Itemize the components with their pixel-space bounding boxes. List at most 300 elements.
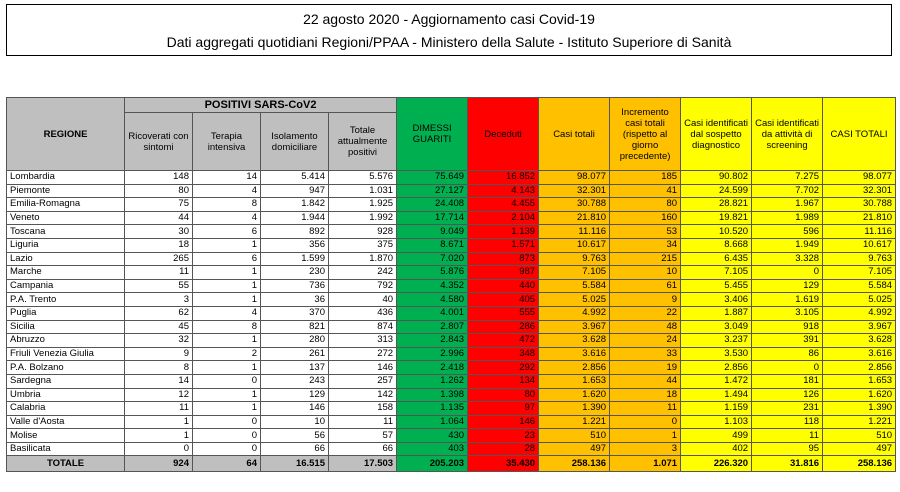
casi-totali-final-cell: 9.763 <box>823 252 896 266</box>
incremento-cell: 0 <box>610 415 681 429</box>
deceduti-cell: 23 <box>468 429 539 443</box>
dimessi-cell: 1.398 <box>397 388 468 402</box>
isolamento-cell: 736 <box>261 279 329 293</box>
screening-cell: 391 <box>752 334 823 348</box>
terapia-cell: 1 <box>193 266 261 280</box>
ricoverati-cell: 30 <box>125 225 193 239</box>
totale-positivi-cell: 57 <box>329 429 397 443</box>
incremento-cell: 9 <box>610 293 681 307</box>
dimessi-cell: 403 <box>397 442 468 456</box>
region-name: Emilia-Romagna <box>7 198 125 212</box>
totale-positivi-cell: 874 <box>329 320 397 334</box>
deceduti-cell: 4.143 <box>468 184 539 198</box>
casi-totali-cell: 1.390 <box>539 402 610 416</box>
screening-cell: 126 <box>752 388 823 402</box>
table-row <box>7 279 896 293</box>
casi-totali-cell: 3.616 <box>539 347 610 361</box>
dimessi-cell: 4.352 <box>397 279 468 293</box>
screening-cell: 7.275 <box>752 171 823 185</box>
incremento-cell: 1 <box>610 429 681 443</box>
deceduti-cell: 472 <box>468 334 539 348</box>
region-name: Umbria <box>7 388 125 402</box>
deceduti-cell: 1.139 <box>468 225 539 239</box>
casi-totali-final-cell: 10.617 <box>823 238 896 252</box>
table-row <box>7 252 896 266</box>
report-date-title: 22 agosto 2020 - Aggiornamento casi Covid-19 <box>303 11 595 27</box>
table-row <box>7 415 896 429</box>
isolamento-cell: 230 <box>261 266 329 280</box>
region-name: Friuli Venezia Giulia <box>7 347 125 361</box>
total-label: TOTALE <box>7 456 125 472</box>
table-row <box>7 388 896 402</box>
sospetto-cell: 90.802 <box>681 171 752 185</box>
region-name: Basilicata <box>7 442 125 456</box>
region-name: Sicilia <box>7 320 125 334</box>
ricoverati-cell: 1 <box>125 429 193 443</box>
casi-totali-final-cell: 1.620 <box>823 388 896 402</box>
casi-totali-cell: 10.617 <box>539 238 610 252</box>
casi-totali-final-cell: 30.788 <box>823 198 896 212</box>
column-header-ricoverati: Ricoverati con sintomi <box>125 113 193 171</box>
column-header-terapia: Terapia intensiva <box>193 113 261 171</box>
casi-totali-final-cell: 5.025 <box>823 293 896 307</box>
terapia-cell: 8 <box>193 198 261 212</box>
table-row <box>7 347 896 361</box>
screening-cell: 1.949 <box>752 238 823 252</box>
deceduti-cell: 134 <box>468 374 539 388</box>
screening-cell: 3.105 <box>752 306 823 320</box>
terapia-cell: 1 <box>193 402 261 416</box>
deceduti-cell: 97 <box>468 402 539 416</box>
isolamento-cell: 146 <box>261 402 329 416</box>
totale-positivi-cell: 1.925 <box>329 198 397 212</box>
casi-totali-final-cell: 3.967 <box>823 320 896 334</box>
casi-totali-cell: 5.584 <box>539 279 610 293</box>
deceduti-cell: 146 <box>468 415 539 429</box>
incremento-cell: 10 <box>610 266 681 280</box>
region-name: Lazio <box>7 252 125 266</box>
ricoverati-cell: 9 <box>125 347 193 361</box>
sospetto-cell: 8.668 <box>681 238 752 252</box>
screening-cell: 1.967 <box>752 198 823 212</box>
region-name: Calabria <box>7 402 125 416</box>
screening-cell: 0 <box>752 266 823 280</box>
incremento-cell: 53 <box>610 225 681 239</box>
isolamento-cell: 243 <box>261 374 329 388</box>
incremento-cell: 44 <box>610 374 681 388</box>
ricoverati-cell: 75 <box>125 198 193 212</box>
totale-positivi-cell: 5.576 <box>329 171 397 185</box>
screening-cell: 118 <box>752 415 823 429</box>
screening-cell: 0 <box>752 361 823 375</box>
casi-totali-cell: 2.856 <box>539 361 610 375</box>
casi-totali-final-cell: 1.653 <box>823 374 896 388</box>
casi-totali-cell: 30.788 <box>539 198 610 212</box>
terapia-cell: 2 <box>193 347 261 361</box>
ricoverati-cell: 265 <box>125 252 193 266</box>
sospetto-cell: 7.105 <box>681 266 752 280</box>
isolamento-cell: 280 <box>261 334 329 348</box>
ricoverati-cell: 62 <box>125 306 193 320</box>
sospetto-cell: 1.472 <box>681 374 752 388</box>
casi-totali-final-cell: 98.077 <box>823 171 896 185</box>
casi-totali-cell: 5.025 <box>539 293 610 307</box>
total-isolamento-cell: 16.515 <box>261 456 329 472</box>
casi-totali-final-cell: 3.616 <box>823 347 896 361</box>
screening-cell: 129 <box>752 279 823 293</box>
sospetto-cell: 3.237 <box>681 334 752 348</box>
casi-totali-cell: 11.116 <box>539 225 610 239</box>
table-row <box>7 429 896 443</box>
dimessi-cell: 2.843 <box>397 334 468 348</box>
isolamento-cell: 892 <box>261 225 329 239</box>
screening-cell: 231 <box>752 402 823 416</box>
total-dimessi-cell: 205.203 <box>397 456 468 472</box>
screening-cell: 3.328 <box>752 252 823 266</box>
screening-cell: 181 <box>752 374 823 388</box>
dimessi-cell: 8.671 <box>397 238 468 252</box>
table-row <box>7 334 896 348</box>
totale-positivi-cell: 1.031 <box>329 184 397 198</box>
screening-cell: 95 <box>752 442 823 456</box>
incremento-cell: 80 <box>610 198 681 212</box>
deceduti-cell: 555 <box>468 306 539 320</box>
totale-positivi-cell: 375 <box>329 238 397 252</box>
dimessi-cell: 17.714 <box>397 211 468 225</box>
table-row <box>7 266 896 280</box>
region-name: Molise <box>7 429 125 443</box>
dimessi-cell: 75.649 <box>397 171 468 185</box>
casi-totali-final-cell: 7.105 <box>823 266 896 280</box>
totale-positivi-cell: 11 <box>329 415 397 429</box>
sospetto-cell: 19.821 <box>681 211 752 225</box>
isolamento-cell: 36 <box>261 293 329 307</box>
sospetto-cell: 5.455 <box>681 279 752 293</box>
sospetto-cell: 1.103 <box>681 415 752 429</box>
casi-totali-cell: 510 <box>539 429 610 443</box>
region-name: Toscana <box>7 225 125 239</box>
ricoverati-cell: 14 <box>125 374 193 388</box>
total-incremento-cell: 1.071 <box>610 456 681 472</box>
table-row <box>7 293 896 307</box>
isolamento-cell: 10 <box>261 415 329 429</box>
ricoverati-cell: 12 <box>125 388 193 402</box>
totale-positivi-cell: 142 <box>329 388 397 402</box>
column-header-isolamento: Isolamento domiciliare <box>261 113 329 171</box>
region-name: Puglia <box>7 306 125 320</box>
column-group-positivi: POSITIVI SARS-CoV2 <box>125 98 397 113</box>
ricoverati-cell: 18 <box>125 238 193 252</box>
isolamento-cell: 370 <box>261 306 329 320</box>
incremento-cell: 185 <box>610 171 681 185</box>
region-name: Sardegna <box>7 374 125 388</box>
dimessi-cell: 24.408 <box>397 198 468 212</box>
region-name: Piemonte <box>7 184 125 198</box>
isolamento-cell: 821 <box>261 320 329 334</box>
deceduti-cell: 1.571 <box>468 238 539 252</box>
deceduti-cell: 873 <box>468 252 539 266</box>
incremento-cell: 22 <box>610 306 681 320</box>
region-name: Liguria <box>7 238 125 252</box>
terapia-cell: 4 <box>193 184 261 198</box>
isolamento-cell: 56 <box>261 429 329 443</box>
screening-cell: 11 <box>752 429 823 443</box>
deceduti-cell: 987 <box>468 266 539 280</box>
ricoverati-cell: 45 <box>125 320 193 334</box>
terapia-cell: 0 <box>193 415 261 429</box>
region-name: Abruzzo <box>7 334 125 348</box>
casi-totali-final-cell: 497 <box>823 442 896 456</box>
table-row <box>7 402 896 416</box>
deceduti-cell: 440 <box>468 279 539 293</box>
screening-cell: 7.702 <box>752 184 823 198</box>
screening-cell: 86 <box>752 347 823 361</box>
terapia-cell: 1 <box>193 279 261 293</box>
totale-positivi-cell: 257 <box>329 374 397 388</box>
terapia-cell: 1 <box>193 238 261 252</box>
isolamento-cell: 66 <box>261 442 329 456</box>
dimessi-cell: 2.807 <box>397 320 468 334</box>
ricoverati-cell: 32 <box>125 334 193 348</box>
region-name: Campania <box>7 279 125 293</box>
table-row <box>7 320 896 334</box>
totale-positivi-cell: 66 <box>329 442 397 456</box>
deceduti-cell: 28 <box>468 442 539 456</box>
dimessi-cell: 9.049 <box>397 225 468 239</box>
isolamento-cell: 129 <box>261 388 329 402</box>
sospetto-cell: 3.530 <box>681 347 752 361</box>
totale-positivi-cell: 1.992 <box>329 211 397 225</box>
sospetto-cell: 28.821 <box>681 198 752 212</box>
incremento-cell: 18 <box>610 388 681 402</box>
casi-totali-final-cell: 4.992 <box>823 306 896 320</box>
dimessi-cell: 1.135 <box>397 402 468 416</box>
column-header-sospetto: Casi identificati dal sospetto diagnostico <box>681 98 752 171</box>
terapia-cell: 6 <box>193 252 261 266</box>
casi-totali-cell: 3.628 <box>539 334 610 348</box>
terapia-cell: 1 <box>193 334 261 348</box>
isolamento-cell: 137 <box>261 361 329 375</box>
terapia-cell: 4 <box>193 211 261 225</box>
screening-cell: 1.619 <box>752 293 823 307</box>
totale-positivi-cell: 928 <box>329 225 397 239</box>
screening-cell: 918 <box>752 320 823 334</box>
deceduti-cell: 286 <box>468 320 539 334</box>
sospetto-cell: 3.406 <box>681 293 752 307</box>
totale-positivi-cell: 313 <box>329 334 397 348</box>
total-casi-totali-cell: 258.136 <box>539 456 610 472</box>
casi-totali-cell: 32.301 <box>539 184 610 198</box>
incremento-cell: 61 <box>610 279 681 293</box>
casi-totali-cell: 98.077 <box>539 171 610 185</box>
ricoverati-cell: 44 <box>125 211 193 225</box>
casi-totali-final-cell: 3.628 <box>823 334 896 348</box>
column-header-casi-totali-final: CASI TOTALI <box>823 98 896 171</box>
isolamento-cell: 5.414 <box>261 171 329 185</box>
totale-positivi-cell: 272 <box>329 347 397 361</box>
totale-positivi-cell: 792 <box>329 279 397 293</box>
table-row <box>7 374 896 388</box>
region-name: Valle d'Aosta <box>7 415 125 429</box>
total-row <box>7 456 896 472</box>
deceduti-cell: 4.455 <box>468 198 539 212</box>
terapia-cell: 8 <box>193 320 261 334</box>
deceduti-cell: 292 <box>468 361 539 375</box>
incremento-cell: 48 <box>610 320 681 334</box>
ricoverati-cell: 0 <box>125 442 193 456</box>
casi-totali-final-cell: 1.390 <box>823 402 896 416</box>
incremento-cell: 33 <box>610 347 681 361</box>
sospetto-cell: 3.049 <box>681 320 752 334</box>
casi-totali-final-cell: 21.810 <box>823 211 896 225</box>
isolamento-cell: 261 <box>261 347 329 361</box>
ricoverati-cell: 148 <box>125 171 193 185</box>
incremento-cell: 160 <box>610 211 681 225</box>
column-header-screening: Casi identificati da attività di screening <box>752 98 823 171</box>
dimessi-cell: 5.876 <box>397 266 468 280</box>
column-header-regione: REGIONE <box>7 98 125 171</box>
region-name: Veneto <box>7 211 125 225</box>
column-header-incremento: Incremento casi totali (rispetto al giorno precedente) <box>610 98 681 171</box>
totale-positivi-cell: 146 <box>329 361 397 375</box>
totale-positivi-cell: 40 <box>329 293 397 307</box>
column-header-deceduti: Deceduti <box>468 98 539 171</box>
totale-positivi-cell: 1.870 <box>329 252 397 266</box>
isolamento-cell: 1.599 <box>261 252 329 266</box>
terapia-cell: 0 <box>193 374 261 388</box>
region-name: P.A. Bolzano <box>7 361 125 375</box>
incremento-cell: 215 <box>610 252 681 266</box>
table-row <box>7 238 896 252</box>
table-row <box>7 361 896 375</box>
ricoverati-cell: 55 <box>125 279 193 293</box>
column-header-casi-totali: Casi totali <box>539 98 610 171</box>
terapia-cell: 4 <box>193 306 261 320</box>
terapia-cell: 6 <box>193 225 261 239</box>
terapia-cell: 1 <box>193 293 261 307</box>
casi-totali-cell: 7.105 <box>539 266 610 280</box>
incremento-cell: 41 <box>610 184 681 198</box>
casi-totali-cell: 4.992 <box>539 306 610 320</box>
sospetto-cell: 1.494 <box>681 388 752 402</box>
terapia-cell: 0 <box>193 442 261 456</box>
deceduti-cell: 405 <box>468 293 539 307</box>
casi-totali-final-cell: 32.301 <box>823 184 896 198</box>
sospetto-cell: 402 <box>681 442 752 456</box>
casi-totali-final-cell: 5.584 <box>823 279 896 293</box>
total-casi-totali-final-cell: 258.136 <box>823 456 896 472</box>
incremento-cell: 3 <box>610 442 681 456</box>
ricoverati-cell: 1 <box>125 415 193 429</box>
totale-positivi-cell: 242 <box>329 266 397 280</box>
dimessi-cell: 430 <box>397 429 468 443</box>
incremento-cell: 19 <box>610 361 681 375</box>
table-row <box>7 442 896 456</box>
isolamento-cell: 1.944 <box>261 211 329 225</box>
deceduti-cell: 80 <box>468 388 539 402</box>
casi-totali-cell: 21.810 <box>539 211 610 225</box>
ricoverati-cell: 11 <box>125 402 193 416</box>
casi-totali-cell: 497 <box>539 442 610 456</box>
table-row <box>7 211 896 225</box>
casi-totali-cell: 1.620 <box>539 388 610 402</box>
casi-totali-cell: 9.763 <box>539 252 610 266</box>
dimessi-cell: 2.996 <box>397 347 468 361</box>
sospetto-cell: 499 <box>681 429 752 443</box>
deceduti-cell: 2.104 <box>468 211 539 225</box>
dimessi-cell: 1.064 <box>397 415 468 429</box>
sospetto-cell: 6.435 <box>681 252 752 266</box>
terapia-cell: 1 <box>193 388 261 402</box>
sospetto-cell: 1.159 <box>681 402 752 416</box>
column-header-totale-positivi: Totale attualmente positivi <box>329 113 397 171</box>
ricoverati-cell: 80 <box>125 184 193 198</box>
table-row <box>7 225 896 239</box>
deceduti-cell: 16.852 <box>468 171 539 185</box>
dimessi-cell: 4.580 <box>397 293 468 307</box>
totale-positivi-cell: 436 <box>329 306 397 320</box>
ricoverati-cell: 3 <box>125 293 193 307</box>
terapia-cell: 0 <box>193 429 261 443</box>
total-deceduti-cell: 35.430 <box>468 456 539 472</box>
covid-regions-table <box>6 97 896 472</box>
sospetto-cell: 2.856 <box>681 361 752 375</box>
casi-totali-final-cell: 11.116 <box>823 225 896 239</box>
ricoverati-cell: 8 <box>125 361 193 375</box>
totale-positivi-cell: 158 <box>329 402 397 416</box>
table-row <box>7 171 896 185</box>
sospetto-cell: 1.887 <box>681 306 752 320</box>
total-screening-cell: 31.816 <box>752 456 823 472</box>
report-source-subtitle: Dati aggregati quotidiani Regioni/PPAA - Ministero della Salute - Istituto Superiore di Sanità <box>166 34 732 50</box>
casi-totali-final-cell: 510 <box>823 429 896 443</box>
table-row <box>7 198 896 212</box>
report-header <box>6 4 892 56</box>
table-row <box>7 306 896 320</box>
deceduti-cell: 348 <box>468 347 539 361</box>
dimessi-cell: 7.020 <box>397 252 468 266</box>
casi-totali-cell: 3.967 <box>539 320 610 334</box>
terapia-cell: 14 <box>193 171 261 185</box>
region-name: P.A. Trento <box>7 293 125 307</box>
screening-cell: 596 <box>752 225 823 239</box>
dimessi-cell: 1.262 <box>397 374 468 388</box>
total-ricoverati-cell: 924 <box>125 456 193 472</box>
dimessi-cell: 27.127 <box>397 184 468 198</box>
total-totale-positivi-cell: 17.503 <box>329 456 397 472</box>
incremento-cell: 24 <box>610 334 681 348</box>
total-terapia-cell: 64 <box>193 456 261 472</box>
isolamento-cell: 356 <box>261 238 329 252</box>
ricoverati-cell: 11 <box>125 266 193 280</box>
casi-totali-final-cell: 2.856 <box>823 361 896 375</box>
total-sospetto-cell: 226.320 <box>681 456 752 472</box>
dimessi-cell: 4.001 <box>397 306 468 320</box>
casi-totali-cell: 1.653 <box>539 374 610 388</box>
region-name: Lombardia <box>7 171 125 185</box>
incremento-cell: 34 <box>610 238 681 252</box>
sospetto-cell: 24.599 <box>681 184 752 198</box>
column-header-dimessi: DIMESSI GUARITI <box>397 98 468 171</box>
incremento-cell: 11 <box>610 402 681 416</box>
sospetto-cell: 10.520 <box>681 225 752 239</box>
terapia-cell: 1 <box>193 361 261 375</box>
dimessi-cell: 2.418 <box>397 361 468 375</box>
screening-cell: 1.989 <box>752 211 823 225</box>
isolamento-cell: 1.842 <box>261 198 329 212</box>
casi-totali-cell: 1.221 <box>539 415 610 429</box>
table-row <box>7 184 896 198</box>
